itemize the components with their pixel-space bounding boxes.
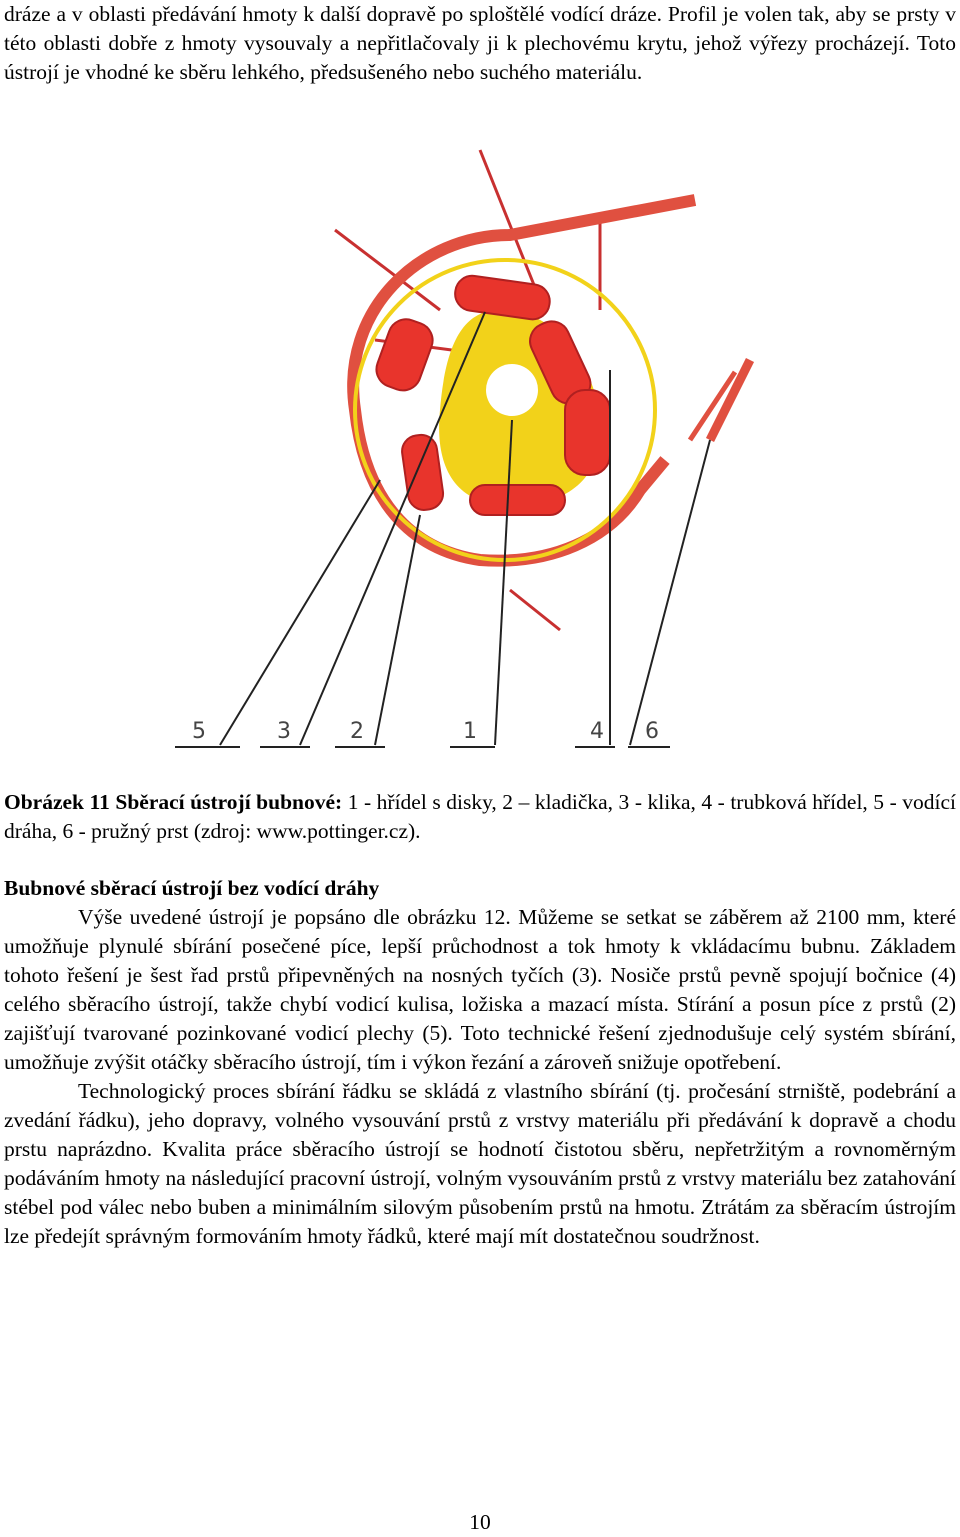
caption-text: 1 - hřídel s disky, 2 – kladička, 3 - klika, 4 - trubková hřídel, 5 - vodící dráha, 6 - pružný prst (zdroj: www.pottinger.cz). <box>4 790 956 843</box>
label-1: 1 <box>463 719 477 744</box>
section-block <box>4 874 956 1251</box>
figure-labels <box>192 719 659 744</box>
drum-pickup-figure <box>150 140 850 755</box>
caption-paragraph <box>4 788 956 846</box>
drum-pickup-diagram <box>150 140 850 755</box>
leader-lines <box>175 312 710 747</box>
figure-caption <box>4 788 956 846</box>
label-2: 2 <box>350 719 364 744</box>
shaft-hole <box>486 364 538 416</box>
section-paragraph-1: Výše uvedené ústrojí je popsáno dle obrázku 12. Můžeme se setkat se záběrem až 2100 mm, které umožňuje plynulé sbírání posečené píce, lepší průchodnost a tok hmoty k vkládacímu bubnu. Základem tohoto řešení je šest řad prstů připevněných na nosných tyčích (3). Nosiče prstů pevně spojují bočnice (4) celého sběracího ústrojí, takže chybí vodicí kulisa, ložiska a mazací místa. Stírání a posun píce z prstů (2) zajišťují tvarované pozinkované vodicí plechy (5). Toto technické řešení zjednodušuje celý systém sbírání, umožňuje zvýšit otáčky sběracího ústrojí, tím i výkon řezání a zároveň snižuje opotřebení. <box>4 905 956 1074</box>
section-heading: Bubnové sběrací ústrojí bez vodící dráhy <box>4 876 380 900</box>
page-number: 10 <box>469 1510 491 1534</box>
intro-text-block <box>4 0 956 87</box>
caption-label: Obrázek 11 Sběrací ústrojí bubnové: <box>4 790 343 814</box>
section-paragraph-2: Technologický proces sbírání řádku se skládá z vlastního sbírání (tj. pročesání strniště, podebrání a zvedání řádku), jeho dopravy, volného vysouvání prstů z vrstvy materiálu při předávání k dopravě a chodu prstu naprázdno. Kvalita práce sběracího ústrojí se hodnotí čistotou sběru, nepřetržitým a rovnoměrným podáváním hmoty na následující pracovní ústrojí, volným vysouváním prstů z vrstvy materiálu bez zatahování stébel pod válec nebo buben a minimálním silovým působením prstů na hmotu. Ztrátám za sběracím ústrojím lze předejít správným formováním hmoty řádků, které mají mít dostatečnou soudržnost. <box>4 1079 956 1248</box>
label-5: 5 <box>192 719 206 744</box>
label-3: 3 <box>277 719 291 744</box>
intro-paragraph: dráze a v oblasti předávání hmoty k další dopravě po sploštělé vodící dráze. Profil je volen tak, aby se prsty v této oblasti dobře z hmoty vysouvaly a nepřitlačovaly ji k plechovému krytu, jehož výřezy procházejí. Toto ústrojí je vhodné ke sběru lehkého, předsušeného nebo suchého materiálu. <box>4 2 956 84</box>
label-6: 6 <box>645 719 659 744</box>
label-4: 4 <box>590 719 604 744</box>
